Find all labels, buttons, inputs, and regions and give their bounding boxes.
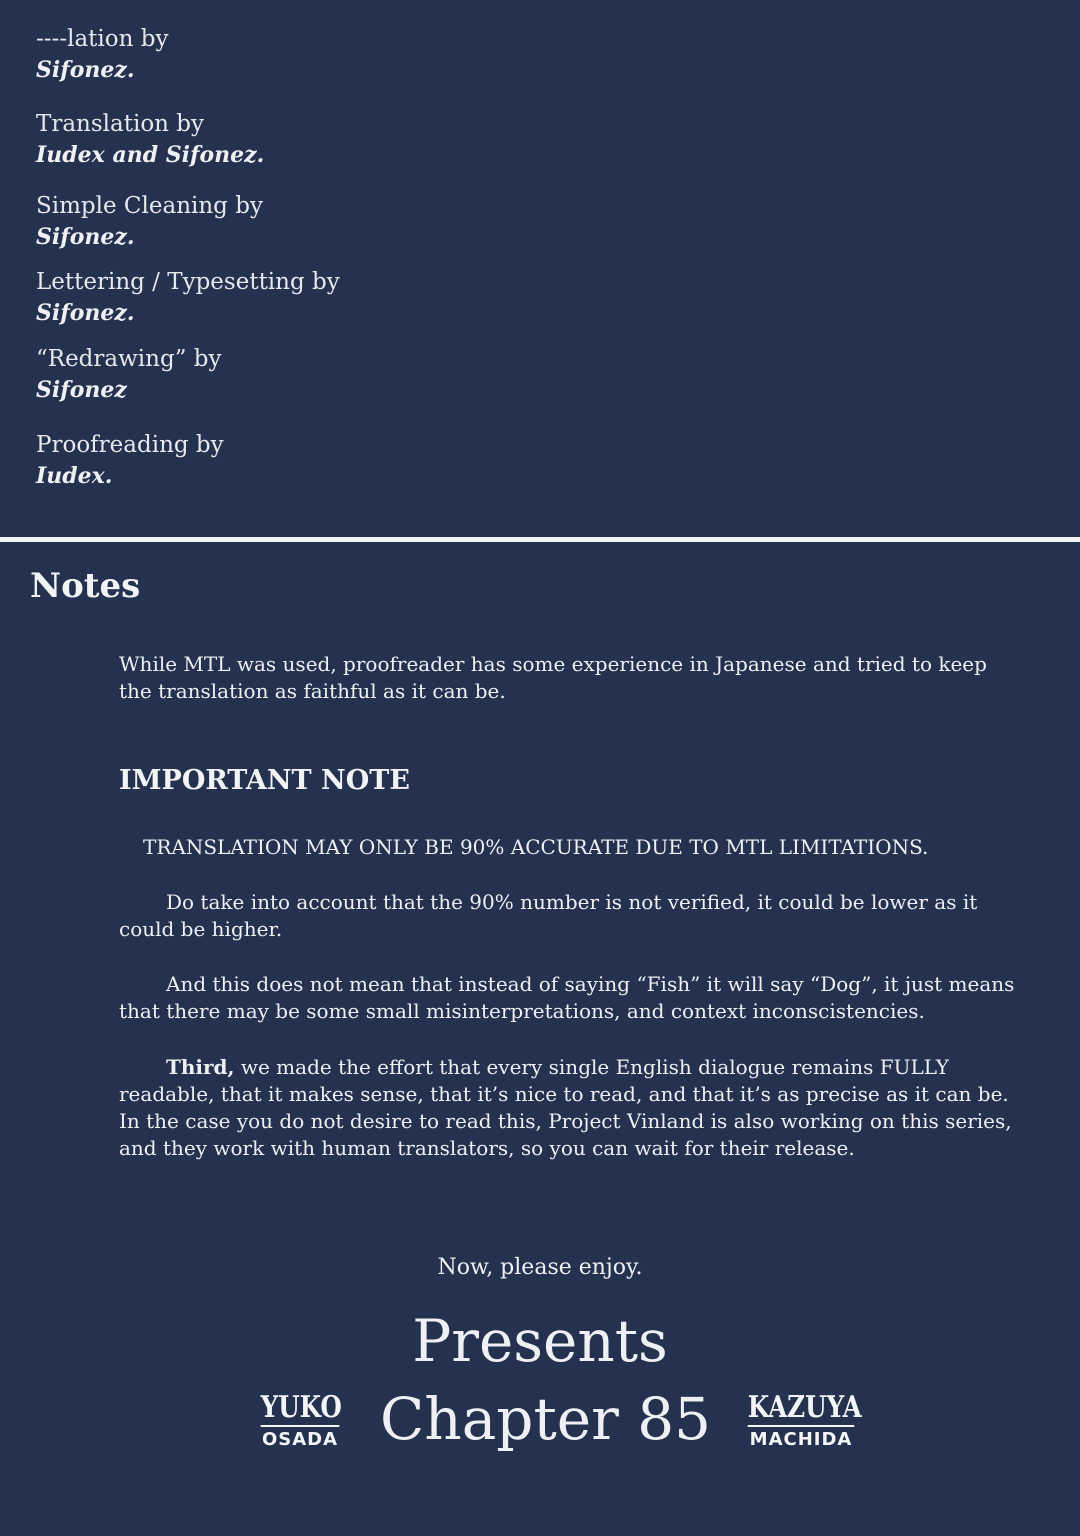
author-logo-kazuya-machida: [736, 1392, 866, 1450]
credit-role: Translation by: [36, 111, 205, 137]
third-lead: Third,: [166, 1055, 235, 1079]
section-divider: [0, 537, 1080, 542]
important-note-title: IMPORTANT NOTE: [119, 765, 410, 796]
note-paragraph-fish: And this does not mean that instead of saying “Fish” it will say “Dog”, it just means that there may be some small misinterpretations, and context inconscistencies.: [119, 972, 1015, 1023]
credit-role: Proofreading by: [36, 432, 224, 458]
note-paragraph-third: [119, 1054, 1019, 1162]
credit-name: Iudex.: [36, 463, 113, 489]
credit-entry: [36, 109, 636, 171]
credit-entry: [36, 24, 636, 86]
notes-intro: While MTL was used, proofreader has some experience in Japanese and tried to keep the translation as faithful as it can be.: [119, 652, 987, 703]
notes-title: Notes: [30, 566, 141, 606]
credit-entry: [36, 267, 636, 329]
author-logo-yuko-osada: [252, 1392, 348, 1450]
author-logo-top: YUKO: [260, 1390, 342, 1425]
credit-entry: [36, 344, 636, 406]
credit-name: Sifonez.: [36, 300, 135, 326]
credit-entry: [36, 191, 636, 253]
third-text: we made the effort that every single English dialogue remains FULLY readable, that it makes sense, that it’s nice to read, and that it’s as precise as it can be. In the case you do not desire to read this, Project Vinland is also working on this series, and they work with human translators, so you can wait for their release.: [119, 1055, 1012, 1160]
chapter-heading: Chapter 85: [380, 1385, 712, 1453]
credit-name: Sifonez.: [36, 57, 135, 83]
credit-role: Simple Cleaning by: [36, 193, 263, 219]
credit-name: Sifonez.: [36, 224, 135, 250]
credit-name: Sifonez: [36, 377, 127, 403]
credit-name: Iudex and Sifonez.: [36, 142, 265, 168]
credit-entry: [36, 430, 636, 492]
credit-role: Lettering / Typesetting by: [36, 269, 340, 295]
author-logo-top: KAZUYA: [747, 1390, 862, 1425]
credit-role: ----lation by: [36, 26, 169, 52]
credit-role: “Redrawing” by: [36, 346, 222, 372]
presents-heading: Presents: [412, 1307, 668, 1375]
enjoy-text: Now, please enjoy.: [437, 1255, 643, 1280]
accuracy-warning: TRANSLATION MAY ONLY BE 90% ACCURATE DUE TO MTL LIMITATIONS.: [143, 835, 929, 859]
author-logo-bottom: MACHIDA: [749, 1429, 853, 1450]
note-paragraph-verified: Do take into account that the 90% number is not verified, it could be lower as it could be higher.: [119, 890, 978, 941]
author-logo-bottom: OSADA: [261, 1429, 339, 1450]
